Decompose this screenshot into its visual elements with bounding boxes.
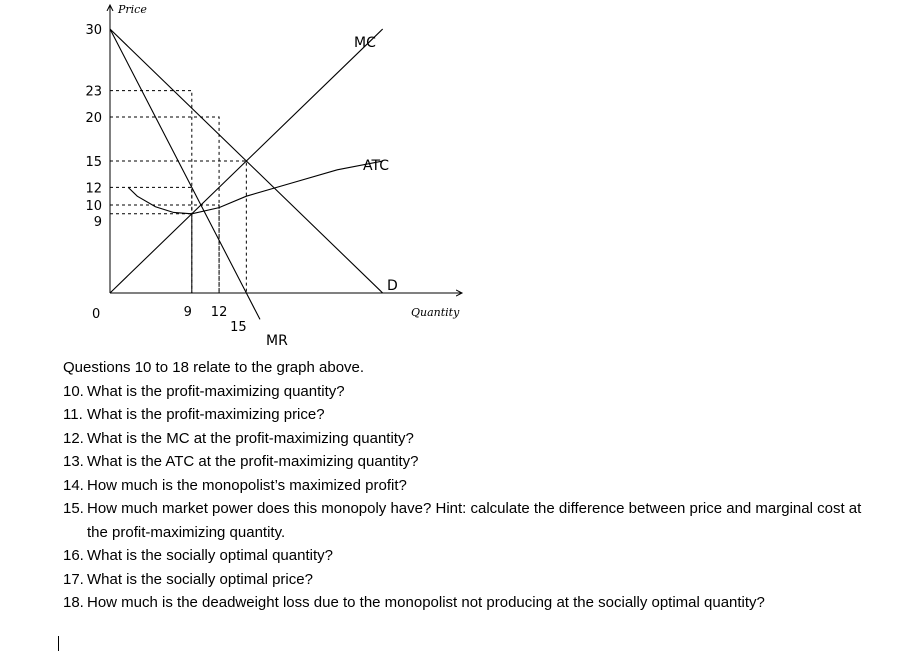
y-tick-label: 23 bbox=[85, 84, 102, 100]
question-number: 10. bbox=[63, 382, 84, 400]
question-text: What is the ATC at the profit-maximizing quantity? bbox=[87, 453, 419, 470]
text-cursor bbox=[58, 636, 59, 651]
question-item bbox=[63, 450, 883, 474]
y-axis-title: Price bbox=[118, 3, 147, 16]
question-item bbox=[63, 427, 883, 451]
question-text: What is the socially optimal quantity? bbox=[87, 547, 333, 564]
question-item bbox=[63, 403, 883, 427]
y-tick-label: 20 bbox=[85, 111, 102, 126]
questions-block bbox=[63, 356, 883, 615]
demand-label: D bbox=[387, 278, 398, 294]
question-text: How much is the monopolist’s maximized profit? bbox=[87, 476, 407, 494]
question-text: What is the profit-maximizing price? bbox=[87, 406, 325, 423]
x-tick-label: 15 bbox=[230, 320, 247, 335]
question-item bbox=[63, 497, 883, 544]
origin-label: 0 bbox=[92, 307, 101, 322]
question-text: What is the profit-maximizing quantity? bbox=[87, 382, 345, 400]
question-number: 18. bbox=[63, 594, 84, 611]
question-item bbox=[63, 380, 883, 404]
mr-label: MR bbox=[266, 333, 288, 349]
y-tick-label: 15 bbox=[85, 155, 102, 170]
question-text: How much is the deadweight loss due to the monopolist not producing at the socially optimal quantity? bbox=[87, 594, 765, 611]
question-number: 16. bbox=[63, 547, 84, 564]
question-item bbox=[63, 591, 883, 615]
question-number: 13. bbox=[63, 453, 84, 470]
y-tick-label: 12 bbox=[85, 181, 102, 197]
y-tick-label: 10 bbox=[85, 199, 102, 214]
question-number: 12. bbox=[63, 429, 84, 447]
series-mr-line bbox=[110, 29, 260, 319]
question-number: 15. bbox=[63, 500, 84, 517]
reference-line bbox=[110, 187, 192, 293]
x-tick-label: 9 bbox=[183, 305, 192, 320]
question-item bbox=[63, 544, 883, 568]
reference-line bbox=[110, 91, 192, 293]
question-number: 14. bbox=[63, 476, 84, 494]
mc-label: MC bbox=[354, 35, 376, 51]
question-list bbox=[63, 380, 883, 615]
y-tick-label: 9 bbox=[93, 214, 102, 230]
questions-intro: Questions 10 to 18 relate to the graph above. bbox=[63, 359, 365, 376]
question-text: What is the MC at the profit-maximizing quantity? bbox=[87, 429, 414, 447]
x-axis-title: Quantity bbox=[411, 306, 460, 319]
question-text: How much market power does this monopoly have? Hint: calculate the difference between price and marginal cost at the profit-maximizing quantity. bbox=[87, 500, 862, 541]
question-number: 17. bbox=[63, 570, 84, 588]
question-item bbox=[63, 568, 883, 592]
y-tick-label: 30 bbox=[85, 23, 102, 38]
question-text: What is the socially optimal price? bbox=[87, 570, 313, 588]
question-item bbox=[63, 474, 883, 498]
x-tick-label: 12 bbox=[210, 305, 228, 320]
reference-line bbox=[110, 205, 219, 293]
atc-label: ATC bbox=[363, 158, 389, 174]
question-number: 11. bbox=[63, 406, 83, 423]
